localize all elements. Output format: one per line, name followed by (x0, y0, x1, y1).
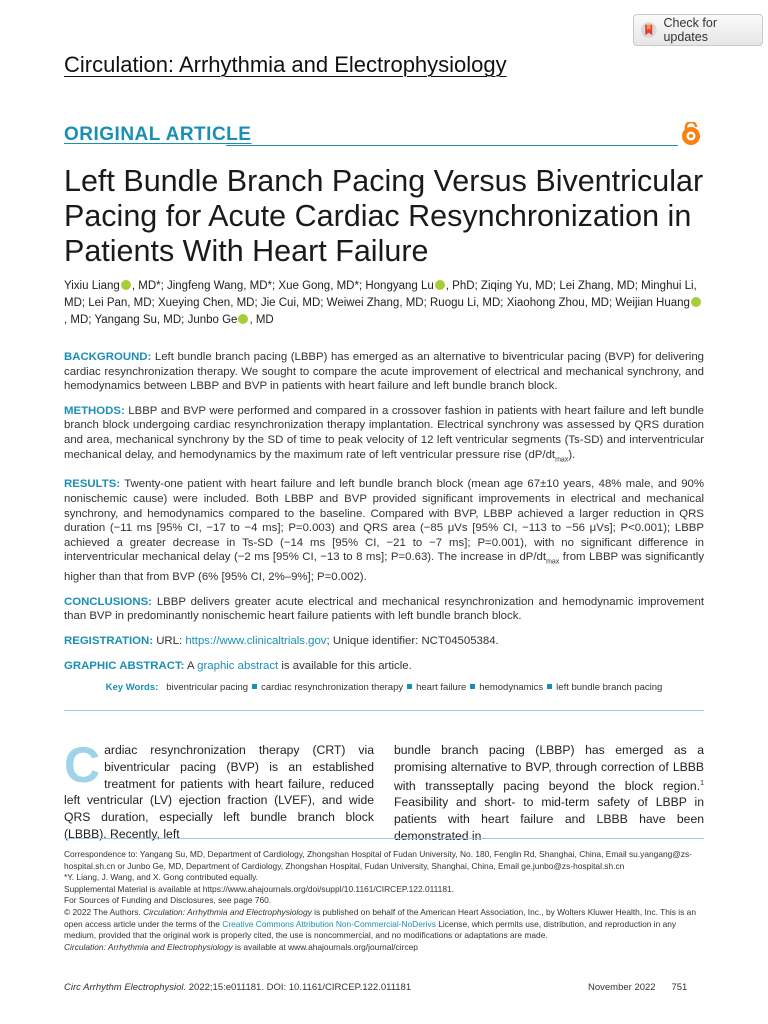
footer-citation (64, 982, 411, 993)
availability-text: is available at www.ahajournals.org/journal/circep (232, 941, 418, 952)
abstract-registration (64, 634, 704, 649)
copyright-text: is published on behalf of the American Heart Association, Inc., by Wolters Kluwer Health, Inc. This is an open access article under the terms of the (64, 906, 696, 929)
abstract-background (64, 350, 704, 394)
check-for-updates-button[interactable] (633, 14, 763, 46)
license-link[interactable]: Creative Commons Attribution Non-Commercial-NoDerivs (222, 918, 436, 929)
issue-date: November 2022 (588, 982, 656, 993)
results-text: Twenty-one patient with heart failure and left bundle branch block (mean age 67±10 years, 48% male, and 90% nonischemic cause) were included. Both LBBP and BVP provided significant improvements in electrical and mechanical synchrony, and hemodynamics compared to the baseline. Compared with BVP, LBBP achieved a larger reduction in QRS duration (−11 ms [95% CI, −17 to −4 ms]; P=0.003) and QRS area (−85 μVs [95% CI, −113 to −56 μVs]; P<0.001); LBBP achieved a greater decrease in Ts-SD (−14 ms [95% CI, −21 to −7 ms]; P=0.001), with no significant difference in interventricular mechanical delay (−2 ms [95% CI, −13 to 8 ms]; P=0.63). The increase in dP/dt (64, 478, 704, 564)
keyword-item[interactable]: heart failure (416, 682, 467, 693)
copyright-text: © 2022 The Authors. (64, 906, 144, 917)
abstract-conclusions (64, 595, 704, 624)
registration-label: REGISTRATION: (64, 635, 154, 648)
citation-superscript[interactable]: 1 (700, 779, 704, 787)
journal-name: Circulation: Arrhythmia and Electrophysiology (64, 941, 233, 952)
registration-suffix: ; Unique identifier: NCT04505384. (326, 635, 499, 648)
correspondence-line: Correspondence to: Yangang Su, MD, Department of Cardiology, Zhongshan Hospital of Fudan University, No. 180, Fenglin Rd, Shanghai, China, Email su.yangang@zs-hospital.sh.cn or Junbo Ge, MD, Department of Cardiology, Zhongshan Hospital, Fudan University, Shanghai, China, Email ge.junbo@zs-hospital.sh.cn (64, 849, 692, 871)
bullet-icon (470, 684, 475, 689)
author-text: , MD*; Jingfeng Wang, MD*; Xue Gong, MD*; Hongyang Lu (131, 280, 434, 292)
graphic-suffix: is available for this article. (278, 659, 412, 672)
keywords (64, 682, 704, 693)
orcid-icon[interactable] (691, 297, 701, 307)
section-divider (226, 145, 678, 146)
methods-subscript: max (555, 455, 569, 463)
abstract-methods (64, 404, 704, 468)
body-column-left (64, 737, 374, 843)
keyword-item[interactable]: hemodynamics (479, 682, 544, 693)
author-list (64, 278, 704, 329)
background-text: Left bundle branch pacing (LBBP) has emerged as an alternative to biventricular pacing (BVP) for delivering cardiac resynchronization therapy. We sought to compare the acute improvement of electrical and mechanical synchrony, and hemodynamics between LBBP and BVP in patients with heart failure and left bundle branch block. (64, 351, 704, 393)
registration-prefix: URL: (156, 635, 186, 648)
bookmark-icon (640, 21, 657, 39)
article-type-label: ORIGINAL ARTICLE (64, 124, 252, 145)
body-text: Feasibility and short- to mid-term safety of LBBP in patients with heart failure and LBBB have been demonstrated in (394, 795, 704, 844)
results-subscript: max (546, 558, 560, 566)
orcid-icon[interactable] (238, 314, 248, 324)
drop-cap: C (64, 737, 101, 793)
check-for-updates-label: Check for updates (663, 16, 717, 44)
author-text: , MD (249, 314, 274, 326)
background-label: BACKGROUND: (64, 351, 152, 363)
body-column-right (394, 742, 704, 845)
keyword-item[interactable]: biventricular pacing (166, 682, 249, 693)
equal-contribution-note: *Y. Liang, J. Wang, and X. Gong contributed equally. (64, 872, 258, 883)
conclusions-text: LBBP delivers greater acute electrical and mechanical resynchronization and hemodynamic improvement than BVP in predominantly nonischemic heart failure patients with left bundle branch block. (64, 595, 704, 623)
page-number: 751 (671, 982, 688, 993)
orcid-icon[interactable] (435, 280, 445, 290)
author-name[interactable]: Yixiu Liang (64, 280, 120, 292)
bullet-icon (407, 684, 412, 689)
supplemental-note: Supplemental Material is available at https://www.ahajournals.org/doi/suppl/10.1161/CIRCEP.122.011181. (64, 883, 454, 894)
body-text: ardiac resynchronization therapy (CRT) via biventricular pacing (BVP) is an established treatment for patients with heart failure, reduced left ventricular (LV) ejection fraction (LVEF), and wide QRS duration, especially left bundle branch block (LBBB). Recently, left (64, 743, 374, 841)
body-text: bundle branch pacing (LBBP) has emerged as a promising alternative to BVP, through correction of LBBB with transseptally pacing beyond the block region. (394, 743, 704, 793)
citation-text: 2022;15:e011181. DOI: 10.1161/CIRCEP.122.011181 (186, 982, 412, 993)
methods-text: LBBP and BVP were performed and compared in a crossover fashion in patients with heart failure and left bundle branch block undergoing cardiac resynchronization therapy implantation. Electrical synchrony was assessed by QRS duration and area, mechanical synchrony by the SD of time to peak velocity of 12 left ventricular segments (Ts-SD) and interventricular mechanical delay, and hemodynamics by the maximum rate of left ventricular pressure rise (dP/dt (64, 404, 704, 461)
funding-note: For Sources of Funding and Disclosures, see page 760. (64, 895, 272, 906)
keywords-label: Key Words: (105, 682, 159, 693)
conclusions-label: CONCLUSIONS: (64, 595, 152, 608)
abstract (64, 350, 704, 683)
methods-end: ). (568, 448, 576, 461)
results-label: RESULTS: (64, 478, 121, 491)
citation-journal: Circ Arrhythm Electrophysiol. (64, 982, 187, 993)
graphic-abstract-link[interactable]: graphic abstract (197, 659, 279, 672)
graphic-prefix: A (187, 659, 198, 672)
graphic-abstract-label: GRAPHIC ABSTRACT: (64, 659, 185, 672)
journal-name: Circulation: Arrhythmia and Electrophysiology (143, 906, 312, 917)
author-text: , MD; Yangang Su, MD; Junbo Ge (64, 314, 238, 326)
availability-note (64, 942, 704, 954)
results-text-end: from LBBP was significantly higher than that from BVP (6% [95% CI, 2%–9%]; P=0.002). (64, 551, 705, 584)
methods-label: METHODS: (64, 404, 125, 417)
bullet-icon (547, 684, 552, 689)
author-text: , PhD; Ziqing Yu, MD; Lei Zhang, MD; Minghui Li, MD; Lei Pan, MD; Xueying Chen, MD; Jie Cui, MD; Weiwei Zhang, MD; Ruogu Li, MD; Xiaohong Zhou, MD; Weijian Huang (64, 280, 697, 309)
open-access-icon (679, 122, 703, 146)
copyright-text: License, which permits use, distribution, and reproduction in any medium, provided that the original work is properly cited, the use is noncommercial, and no modifications or adaptations are made. (64, 918, 677, 941)
bullet-icon (252, 684, 257, 689)
footer-date-page (588, 982, 687, 993)
copyright-note (64, 907, 704, 942)
abstract-graphic (64, 659, 704, 674)
registration-link[interactable]: https://www.clinicaltrials.gov (185, 635, 327, 648)
correspondence-footnote (64, 838, 704, 953)
keyword-item[interactable]: cardiac resynchronization therapy (261, 682, 404, 693)
journal-title[interactable]: Circulation: Arrhythmia and Electrophysiology (64, 52, 507, 77)
article-title: Left Bundle Branch Pacing Versus Biventricular Pacing for Acute Cardiac Resynchronization in Patients With Heart Failure (64, 164, 704, 268)
keyword-item[interactable]: left bundle branch pacing (556, 682, 663, 693)
keywords-divider (64, 710, 704, 711)
orcid-icon[interactable] (121, 280, 131, 290)
abstract-results (64, 477, 704, 584)
